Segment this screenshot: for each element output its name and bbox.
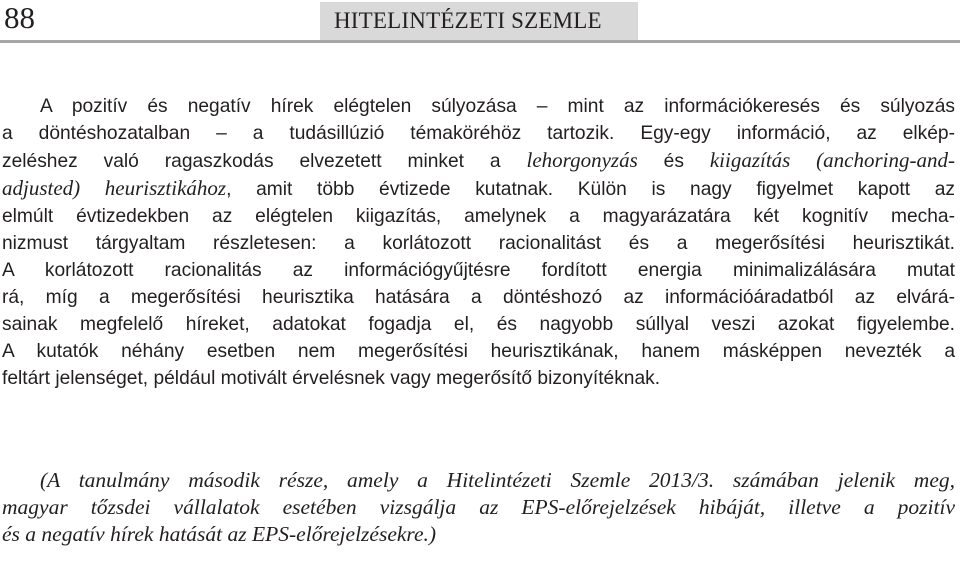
body-line [2, 203, 955, 230]
italic-term: adjusted) heurisztikához [2, 176, 227, 200]
body-line [2, 120, 955, 147]
body-paragraph [2, 93, 955, 392]
text-run: , amit több évtizede kutatnak. Külön is nagy figyelmet kapott az [226, 179, 955, 200]
text-run: zeléshez való ragaszkodás elvezetett minket a [2, 151, 527, 172]
text-run: elmúlt évtizedekben az elégtelen kiigazítás, amelynek a magyarázatára két kognitív mecha- [2, 206, 955, 227]
body-line [2, 257, 955, 284]
italic-term: kiigazítás (anchoring-and- [709, 148, 955, 172]
running-header: HITELINTÉZETI SZEMLE [320, 2, 638, 40]
italic-term: lehorgonyzás [526, 148, 638, 172]
body-line [2, 230, 955, 257]
body-line [2, 175, 955, 203]
text-run: A pozitív és negatív hírek elégtelen súlyozása – mint az információkeresés és súlyozás [40, 96, 955, 117]
text-run: A korlátozott racionalitás az információgyűjtésre fordított energia minimalizálására mutat [2, 260, 955, 281]
text-run: és [637, 151, 710, 172]
text-run: A kutatók néhány esetben nem megerősítési heurisztikának, hanem másképpen nevezték a [2, 341, 955, 362]
page-number: 88 [4, 0, 35, 35]
body-line [2, 284, 955, 311]
body-line [2, 365, 955, 392]
body-line [2, 147, 955, 175]
text-run: sainak megfelelő híreket, adatokat fogadja el, és nagyobb súllyal veszi azokat figyelembe. [2, 314, 955, 335]
body-line [2, 311, 955, 338]
text-run: rá, míg a megerősítési heurisztika hatására a döntéshozó az információáradatból az elvárá- [2, 287, 955, 308]
note-line: és a negatív hírek hatását az EPS-előrejelzésekre.) [2, 522, 437, 546]
note-line: (A tanulmány második része, amely a Hitelintézeti Szemle 2013/3. számában jelenik meg, [40, 468, 955, 492]
editorial-note [2, 467, 955, 548]
text-run: a döntéshozatalban – a tudásillúzió témaköréhöz tartozik. Egy-egy információ, az elkép- [2, 123, 955, 144]
note-line: magyar tőzsdei vállalatok esetében vizsgálja az EPS-előrejelzések hibáját, illetve a pozitív [2, 495, 955, 519]
body-line [2, 93, 955, 120]
text-run: nizmust tárgyaltam részletesen: a korlátozott racionalitást és a megerősítési heurisztikát. [2, 233, 955, 254]
header-rule [0, 40, 960, 43]
body-line [2, 338, 955, 365]
text-run: feltárt jelenséget, például motivált érvelésnek vagy megerősítő bizonyítéknak. [2, 368, 661, 389]
